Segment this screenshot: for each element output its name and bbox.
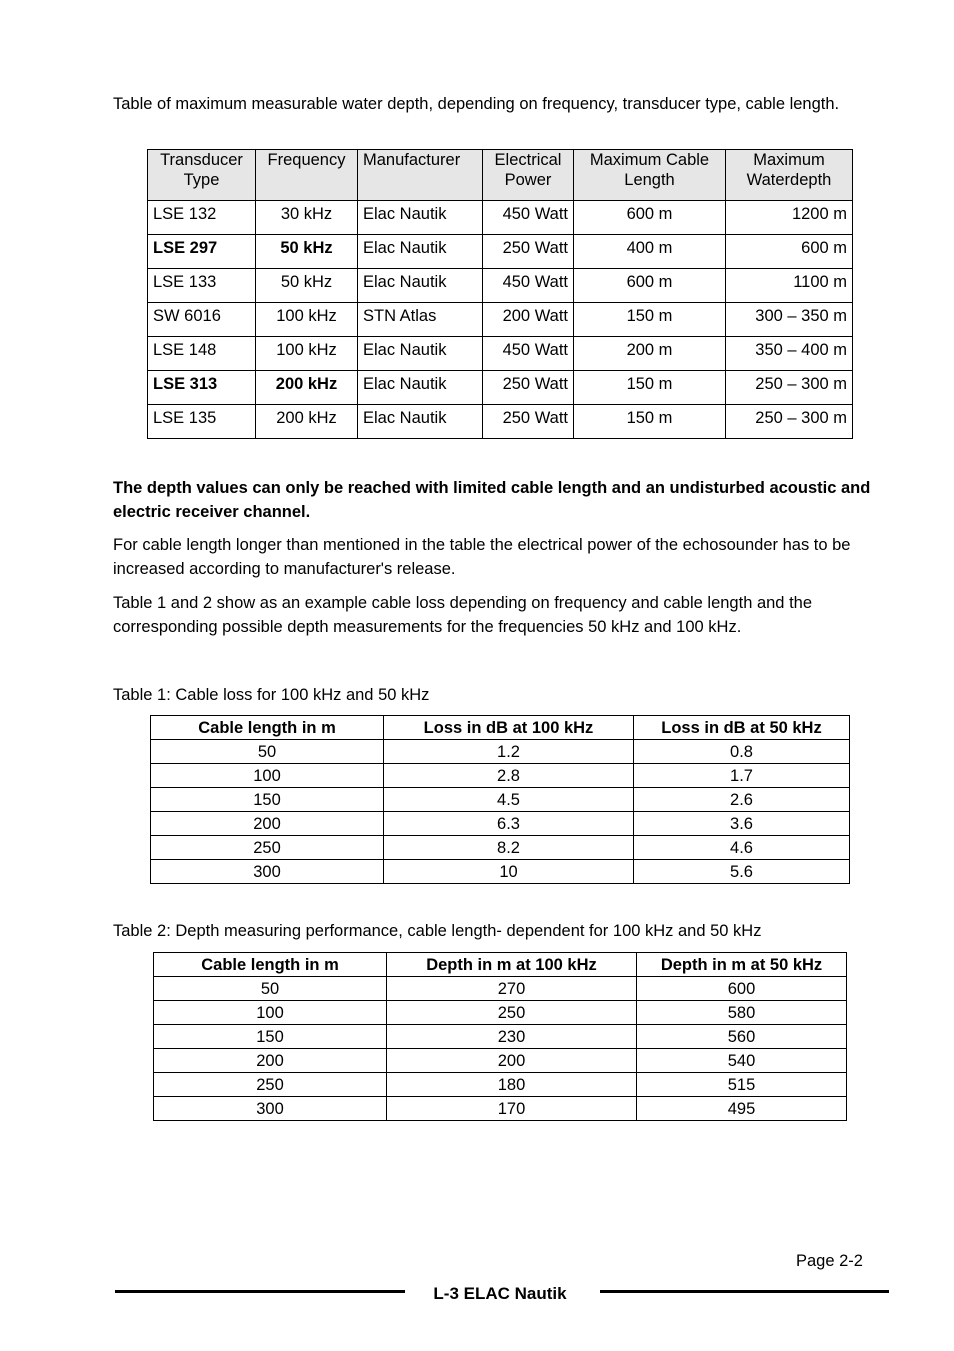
cell-frequency: 200 kHz <box>256 405 358 439</box>
cable-loss-table <box>150 715 850 884</box>
table-cell: 270 <box>387 977 637 1001</box>
cell-frequency: 50 kHz <box>256 269 358 303</box>
header-depth-100khz: Depth in m at 100 kHz <box>387 953 637 977</box>
table-cell: 300 <box>151 860 384 884</box>
table-cell: 2.6 <box>634 788 850 812</box>
header-transducer-type: Transducer Type <box>148 150 256 201</box>
table-row <box>148 269 853 303</box>
table-cell: 1.7 <box>634 764 850 788</box>
table-cell: 540 <box>637 1049 847 1073</box>
cell-cable-length: 600 m <box>574 201 726 235</box>
header-depth-50khz: Depth in m at 50 kHz <box>637 953 847 977</box>
cell-transducer-type: LSE 135 <box>148 405 256 439</box>
table-cell: 4.5 <box>384 788 634 812</box>
table-row <box>151 812 850 836</box>
header-frequency: Frequency <box>256 150 358 201</box>
cell-transducer-type: LSE 132 <box>148 201 256 235</box>
table-cell: 6.3 <box>384 812 634 836</box>
table-row <box>151 764 850 788</box>
cell-power: 200 Watt <box>483 303 574 337</box>
header-loss-100khz: Loss in dB at 100 kHz <box>384 716 634 740</box>
table-cell: 600 <box>637 977 847 1001</box>
page-number: Page 2-2 <box>796 1252 863 1270</box>
cell-frequency: 100 kHz <box>256 303 358 337</box>
cell-frequency: 200 kHz <box>256 371 358 405</box>
table-cell: 300 <box>154 1097 387 1121</box>
transducer-table <box>147 149 853 439</box>
table-cell: 495 <box>637 1097 847 1121</box>
cell-manufacturer: Elac Nautik <box>358 405 483 439</box>
table-cell: 50 <box>154 977 387 1001</box>
table-cell: 100 <box>151 764 384 788</box>
table-cell: 200 <box>154 1049 387 1073</box>
table-cell: 200 <box>387 1049 637 1073</box>
table-row <box>154 1097 847 1121</box>
table-header-row <box>148 150 853 201</box>
header-loss-50khz: Loss in dB at 50 kHz <box>634 716 850 740</box>
cell-cable-length: 600 m <box>574 269 726 303</box>
note-bold: The depth values can only be reached with limited cable length and an undisturbed acoustic and electric receiver channel. <box>113 479 871 521</box>
cell-manufacturer: Elac Nautik <box>358 269 483 303</box>
cell-transducer-type: LSE 297 <box>148 235 256 269</box>
table-row <box>154 1001 847 1025</box>
cell-waterdepth: 350 – 400 m <box>726 337 853 371</box>
table-row <box>154 1073 847 1097</box>
cell-transducer-type: LSE 133 <box>148 269 256 303</box>
cell-power: 450 Watt <box>483 337 574 371</box>
cell-power: 450 Watt <box>483 201 574 235</box>
table-cell: 560 <box>637 1025 847 1049</box>
table-cell: 0.8 <box>634 740 850 764</box>
table-cell: 170 <box>387 1097 637 1121</box>
cell-frequency: 30 kHz <box>256 201 358 235</box>
cell-power: 250 Watt <box>483 405 574 439</box>
cell-waterdepth: 1100 m <box>726 269 853 303</box>
table-cell: 150 <box>151 788 384 812</box>
cell-power: 450 Watt <box>483 269 574 303</box>
header-manufacturer: Manufacturer <box>358 150 483 201</box>
table-cell: 8.2 <box>384 836 634 860</box>
table-cell: 1.2 <box>384 740 634 764</box>
table-row <box>154 1049 847 1073</box>
cell-frequency: 100 kHz <box>256 337 358 371</box>
cell-waterdepth: 1200 m <box>726 201 853 235</box>
table-cell: 250 <box>154 1073 387 1097</box>
paragraph-tables-intro: Table 1 and 2 show as an example cable loss depending on frequency and cable length and the corresponding possible depth measurements for the frequencies 50 kHz and 100 kHz. <box>113 594 813 636</box>
table-row <box>148 337 853 371</box>
paragraph-cable-length: For cable length longer than mentioned in the table the electrical power of the echosounder has to be increased according to manufacturer's release. <box>113 536 851 578</box>
table-row <box>148 303 853 337</box>
footer-rule-right <box>600 1290 889 1293</box>
table-header-row <box>151 716 850 740</box>
header-max-cable-length: Maximum Cable Length <box>574 150 726 201</box>
cell-frequency: 50 kHz <box>256 235 358 269</box>
cell-cable-length: 400 m <box>574 235 726 269</box>
header-cable-length: Cable length in m <box>151 716 384 740</box>
table-cell: 200 <box>151 812 384 836</box>
cell-cable-length: 150 m <box>574 371 726 405</box>
footer-company: L-3 ELAC Nautik <box>433 1284 567 1303</box>
table-cell: 230 <box>387 1025 637 1049</box>
cell-manufacturer: Elac Nautik <box>358 337 483 371</box>
table-row <box>148 405 853 439</box>
table-row <box>151 740 850 764</box>
table-cell: 10 <box>384 860 634 884</box>
table-row <box>151 860 850 884</box>
cell-waterdepth: 300 – 350 m <box>726 303 853 337</box>
table-cell: 515 <box>637 1073 847 1097</box>
table-cell: 4.6 <box>634 836 850 860</box>
cell-transducer-type: SW 6016 <box>148 303 256 337</box>
table-cell: 150 <box>154 1025 387 1049</box>
cell-manufacturer: Elac Nautik <box>358 235 483 269</box>
table-cell: 180 <box>387 1073 637 1097</box>
cell-waterdepth: 250 – 300 m <box>726 405 853 439</box>
depth-performance-table <box>153 952 847 1121</box>
table-cell: 580 <box>637 1001 847 1025</box>
table-row <box>148 201 853 235</box>
table-cell: 5.6 <box>634 860 850 884</box>
table-row <box>148 371 853 405</box>
header-electrical-power: Electrical Power <box>483 150 574 201</box>
cell-cable-length: 200 m <box>574 337 726 371</box>
table1-caption: Table 1: Cable loss for 100 kHz and 50 kHz <box>113 686 430 704</box>
cell-manufacturer: Elac Nautik <box>358 371 483 405</box>
cell-transducer-type: LSE 148 <box>148 337 256 371</box>
table-row <box>148 235 853 269</box>
cell-waterdepth: 600 m <box>726 235 853 269</box>
intro-paragraph: Table of maximum measurable water depth, depending on frequency, transducer type, cable length. <box>113 95 840 113</box>
table-row <box>154 977 847 1001</box>
cell-manufacturer: STN Atlas <box>358 303 483 337</box>
table-cell: 100 <box>154 1001 387 1025</box>
cell-waterdepth: 250 – 300 m <box>726 371 853 405</box>
table-cell: 250 <box>387 1001 637 1025</box>
cell-cable-length: 150 m <box>574 405 726 439</box>
table-row <box>151 836 850 860</box>
cell-power: 250 Watt <box>483 371 574 405</box>
table-cell: 2.8 <box>384 764 634 788</box>
table-cell: 250 <box>151 836 384 860</box>
table-cell: 50 <box>151 740 384 764</box>
cell-power: 250 Watt <box>483 235 574 269</box>
cell-manufacturer: Elac Nautik <box>358 201 483 235</box>
table-header-row <box>154 953 847 977</box>
header-cable-length: Cable length in m <box>154 953 387 977</box>
table-cell: 3.6 <box>634 812 850 836</box>
header-max-waterdepth: Maximum Waterdepth <box>726 150 853 201</box>
footer-rule-left <box>115 1290 405 1293</box>
table2-caption: Table 2: Depth measuring performance, cable length- dependent for 100 kHz and 50 kHz <box>113 922 762 940</box>
cell-cable-length: 150 m <box>574 303 726 337</box>
cell-transducer-type: LSE 313 <box>148 371 256 405</box>
table-row <box>154 1025 847 1049</box>
table-row <box>151 788 850 812</box>
